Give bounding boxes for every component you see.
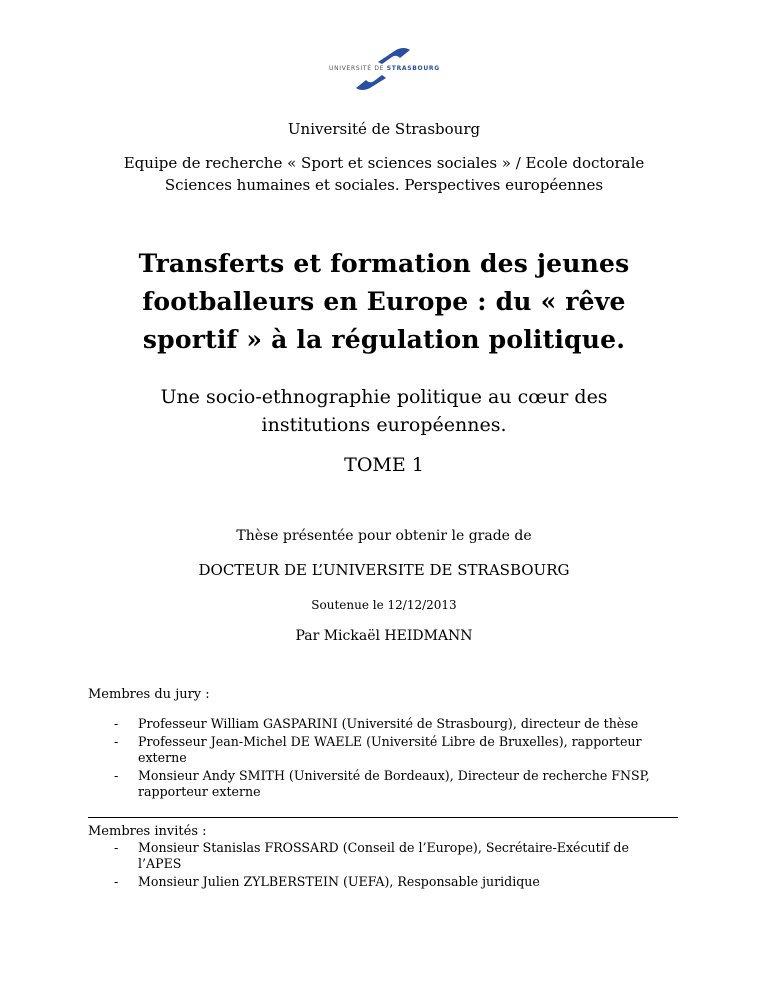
thesis-subtitle-line1: Une socio-ethnographie politique au cœur des [160,386,608,408]
logo-arc-bottom [356,75,386,90]
thesis-subtitle [0,383,768,439]
research-team [0,152,768,196]
thesis-title-line1: Transferts et formation des jeunes [138,249,630,278]
jury-label: Membres du jury : [88,687,210,702]
jury-member: - Professeur William GASPARINI (Université de Strasbourg), directeur de thèse [114,716,639,731]
invites-label: Membres invités : [88,824,207,839]
defense-date: Soutenue le 12/12/2013 [311,598,457,612]
university-name: Université de Strasbourg [287,120,481,138]
thesis-title [0,245,768,359]
thesis-title-line3: sportif » à la régulation politique. [142,325,626,354]
thesis-title-line2: footballeurs en Europe : du « rêve [142,287,626,316]
jury-member: - Professeur Jean-Michel DE WAELE (Université Libre de Bruxelles), rapporteur externe [114,734,642,765]
tome-label: TOME 1 [344,454,424,476]
invites-list [88,840,688,892]
thesis-presented: Thèse présentée pour obtenir le grade de [236,528,532,544]
jury-list [88,716,688,802]
invited-member: - Monsieur Stanislas FROSSARD (Conseil de l’Europe), Secrétaire-Exécutif de l’APES [114,840,629,871]
thesis-subtitle-line2: institutions européennes. [261,414,507,436]
jury-member: - Monsieur Andy SMITH (Université de Bordeaux), Directeur de recherche FNSP, rapporteur externe [114,768,650,799]
research-team-line1: Equipe de recherche « Sport et sciences sociales » / Ecole doctorale [123,154,645,172]
author-name: Par Mickaël HEIDMANN [295,628,473,644]
invited-member: - Monsieur Julien ZYLBERSTEIN (UEFA), Responsable juridique [114,874,540,889]
logo-wordmark-university: UNIVERSITÉ DE [329,65,387,72]
research-team-line2: Sciences humaines et sociales. Perspectives européennes [164,176,604,194]
degree-title: DOCTEUR DE L’UNIVERSITE DE STRASBOURG [198,561,570,579]
logo-wordmark [329,65,440,73]
divider [88,817,678,818]
logo-arc-top [378,48,410,64]
logo-wordmark-strasbourg: STRASBOURG [386,65,440,72]
